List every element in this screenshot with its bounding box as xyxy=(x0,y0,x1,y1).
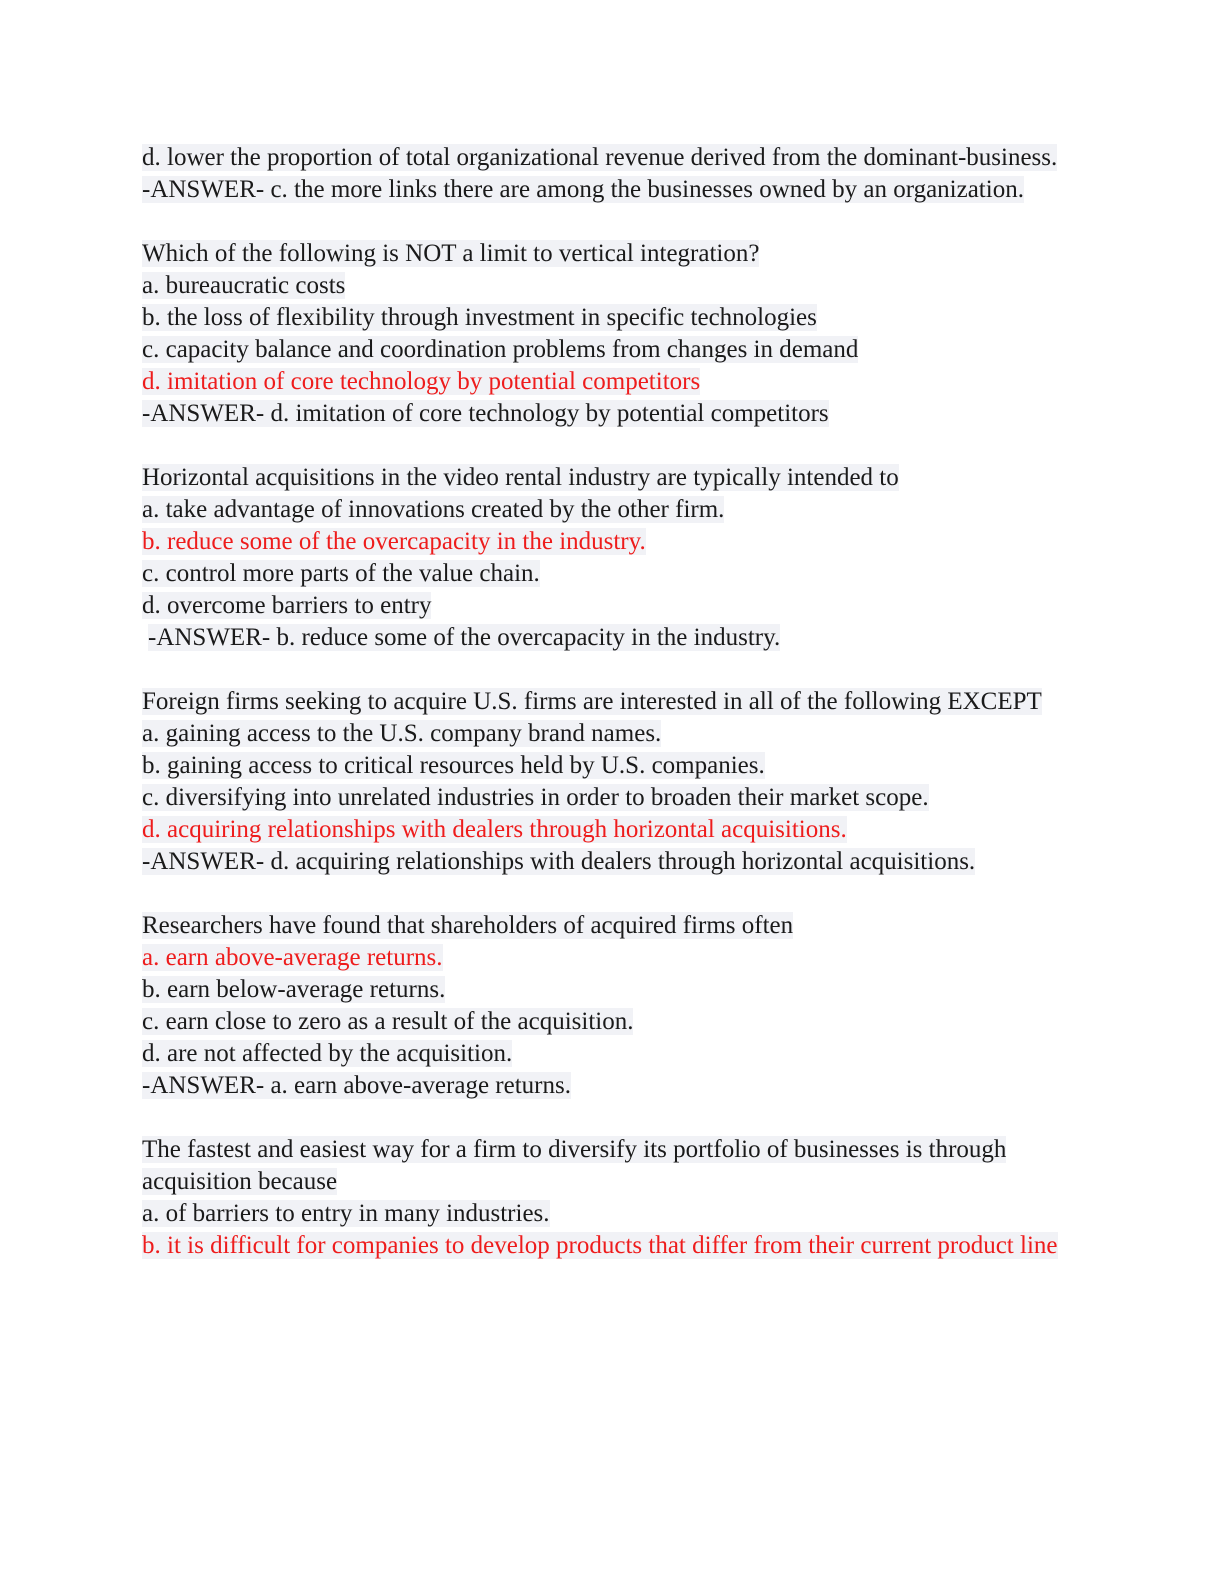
question-text: Foreign firms seeking to acquire U.S. firms are interested in all of the following EXCEPT xyxy=(142,688,1042,715)
answer-key: -ANSWER- a. earn above-average returns. xyxy=(142,1072,571,1099)
question-block-4 xyxy=(142,686,1082,878)
answer-option-b: b. earn below-average returns. xyxy=(142,976,446,1003)
question-text: Which of the following is NOT a limit to vertical integration? xyxy=(142,240,760,267)
answer-option-c: c. diversifying into unrelated industries in order to broaden their market scope. xyxy=(142,784,929,811)
correct-answer-option-b: b. reduce some of the overcapacity in the industry. xyxy=(142,528,646,555)
correct-answer-option-b: b. it is difficult for companies to develop products that differ from their current product line xyxy=(142,1232,1058,1259)
answer-key: -ANSWER- d. acquiring relationships with dealers through horizontal acquisitions. xyxy=(142,848,976,875)
question-text: The fastest and easiest way for a firm to diversify its portfolio of businesses is through acquisition because xyxy=(142,1136,1007,1195)
answer-option-a: a. gaining access to the U.S. company brand names. xyxy=(142,720,662,747)
answer-option-d: d. are not affected by the acquisition. xyxy=(142,1040,513,1067)
answer-option-d: d. overcome barriers to entry xyxy=(142,592,432,619)
question-block-3 xyxy=(142,462,1082,654)
answer-option-a: a. take advantage of innovations created by the other firm. xyxy=(142,496,725,523)
answer-key: -ANSWER- d. imitation of core technology by potential competitors xyxy=(142,400,829,427)
correct-answer-option-a: a. earn above-average returns. xyxy=(142,944,443,971)
question-text: Researchers have found that shareholders of acquired firms often xyxy=(142,912,794,939)
question-block-2 xyxy=(142,238,1082,430)
correct-answer-option-d: d. imitation of core technology by potential competitors xyxy=(142,368,701,395)
answer-option-b: b. the loss of flexibility through investment in specific technologies xyxy=(142,304,817,331)
answer-option-c: c. capacity balance and coordination problems from changes in demand xyxy=(142,336,859,363)
answer-option-a: a. bureaucratic costs xyxy=(142,272,346,299)
question-block-6 xyxy=(142,1134,1082,1262)
answer-option-b: b. gaining access to critical resources held by U.S. companies. xyxy=(142,752,765,779)
correct-answer-option-d: d. acquiring relationships with dealers through horizontal acquisitions. xyxy=(142,816,847,843)
answer-option-d: d. lower the proportion of total organizational revenue derived from the dominant-business. xyxy=(142,144,1058,171)
answer-option-c: c. earn close to zero as a result of the acquisition. xyxy=(142,1008,634,1035)
question-block-1 xyxy=(142,142,1082,206)
answer-key: -ANSWER- b. reduce some of the overcapacity in the industry. xyxy=(148,624,781,651)
answer-option-a: a. of barriers to entry in many industries. xyxy=(142,1200,550,1227)
question-text: Horizontal acquisitions in the video rental industry are typically intended to xyxy=(142,464,899,491)
document-page xyxy=(142,142,1082,1294)
question-block-5 xyxy=(142,910,1082,1102)
answer-option-c: c. control more parts of the value chain. xyxy=(142,560,540,587)
answer-key: -ANSWER- c. the more links there are among the businesses owned by an organization. xyxy=(142,176,1024,203)
